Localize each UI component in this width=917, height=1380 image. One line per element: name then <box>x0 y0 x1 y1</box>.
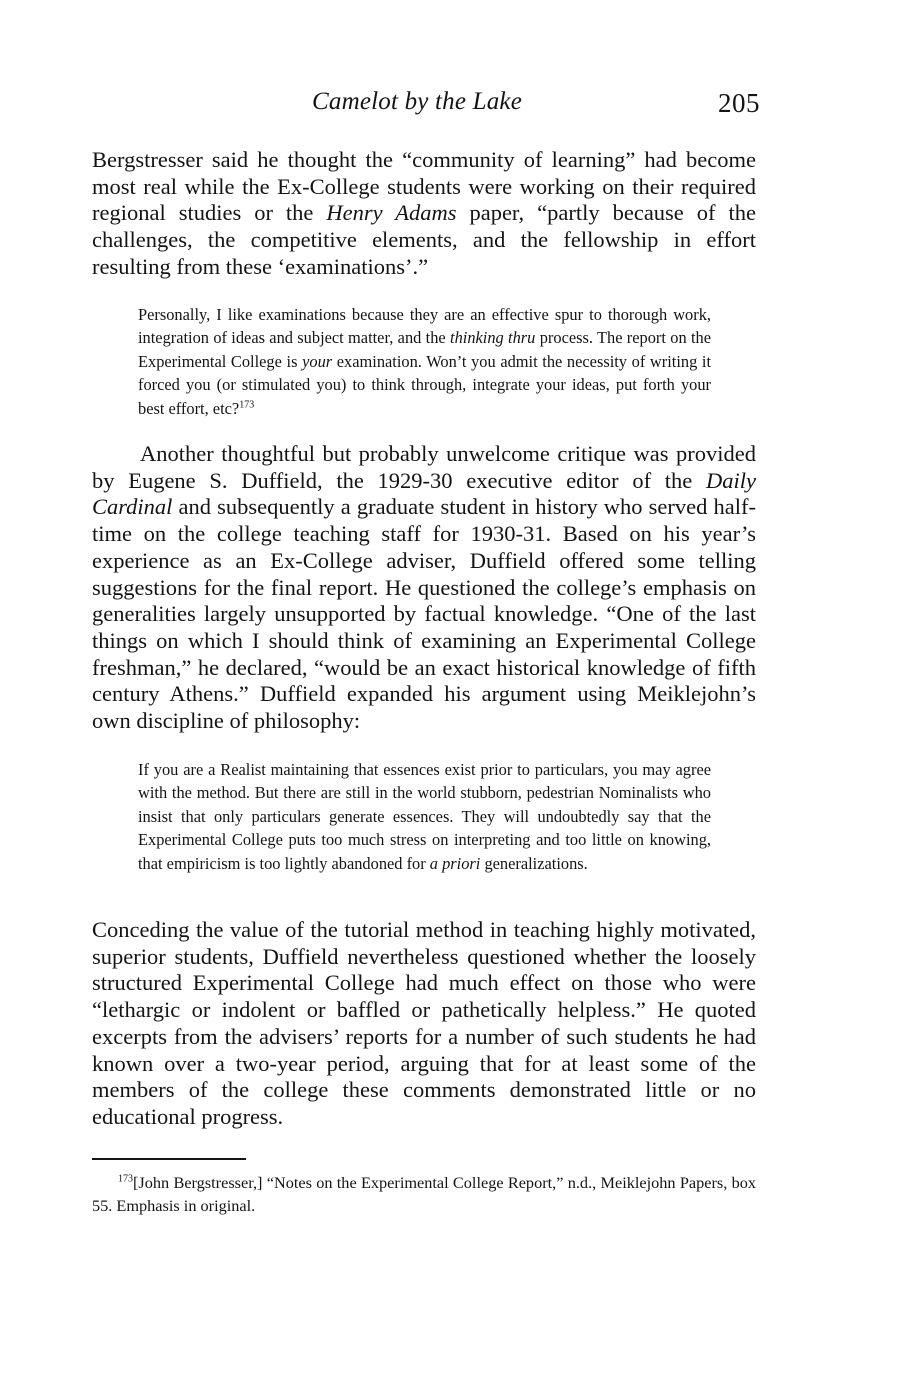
quote-1-text-a: Personally, I like examinations because they are an effective spur to thorough work, integration of ideas and subject matter, and the <box>138 305 711 348</box>
page-number: 205 <box>718 88 760 118</box>
footnote-number: 173 <box>118 1173 133 1185</box>
paragraph-1 <box>92 147 756 281</box>
paragraph-1-italic-a: Henry Adams <box>326 200 457 226</box>
quote-1-text-c: examination. Won’t you admit the necessity of writing it forced you (or stimulated you) to think through, integrate your ideas, put forth your best effort, etc? <box>138 351 711 418</box>
paragraph-2 <box>92 441 756 735</box>
quote-1-italic-a: thinking thru <box>450 328 536 348</box>
paragraph-2-italic-a: Daily Cardinal <box>92 467 756 520</box>
paragraph-2-text-b: and subsequently a graduate student in history who served half-time on the college teaching staff for 1930-31. Based on his year’s experience as an Ex-College adviser, Duffield offered some telling suggestions for the final report. He questioned the college’s emphasis on generalities largely unsupported by factual knowledge. “One of the last things on which I should think of examining an Experimental College freshman,” he declared, “would be an exact historical knowledge of fifth century Athens.” Duffield expanded his argument using Meiklejohn’s own discipline of philosophy: <box>92 494 756 734</box>
block-quote-2 <box>138 758 711 875</box>
quote-2-text-a: If you are a Realist maintaining that essences exist prior to particulars, you may agree with the method. But there are still in the world stubborn, pedestrian Nominalists who insist that only particulars generate essences. They will undoubtedly say that the Experimental College puts too much stress on interpreting and too little on knowing, that empiricism is too lightly abandoned for <box>138 760 711 873</box>
paragraph-2-text-a: Another thoughtful but probably unwelcome critique was provided by Eugene S. Duffield, the 1929-30 executive editor of the <box>92 441 756 493</box>
footnote-divider <box>92 1158 246 1160</box>
paragraph-3: Conceding the value of the tutorial method in teaching highly motivated, superior students, Duffield nevertheless questioned whether the loosely structured Experimental College had much effect on those who were “lethargic or indolent or baffled or pathetically helpless.” He quoted excerpts from the advisers’ reports for a number of such students he had known over a two-year period, arguing that for at least some of the members of the college these comments demonstrated little or no educational progress. <box>92 917 756 1129</box>
quote-1-text-b: process. The report on the Experimental College is <box>138 328 711 371</box>
paragraph-1-text-b: paper, “partly because of the challenges, the competitive elements, and the fellowship in effort resulting from these ‘examinations’.” <box>92 200 756 279</box>
quote-1-italic-b: your <box>302 351 333 371</box>
footnote-text: [John Bergstresser,] “Notes on the Experimental College Report,” n.d., Meiklejohn Papers, box 55. Emphasis in original. <box>92 1173 756 1215</box>
block-quote-1 <box>138 303 711 420</box>
quote-2-text-b: generalizations. <box>480 853 588 873</box>
footnote <box>92 1172 756 1217</box>
footnote-reference[interactable]: 173 <box>239 399 255 411</box>
paragraph-1-text-a: Bergstresser said he thought the “community of learning” had become most real while the Ex-College students were working on their required regional studies or the <box>92 147 756 226</box>
running-head-title: Camelot by the Lake <box>312 88 523 115</box>
quote-2-italic-a: a priori <box>429 853 481 873</box>
